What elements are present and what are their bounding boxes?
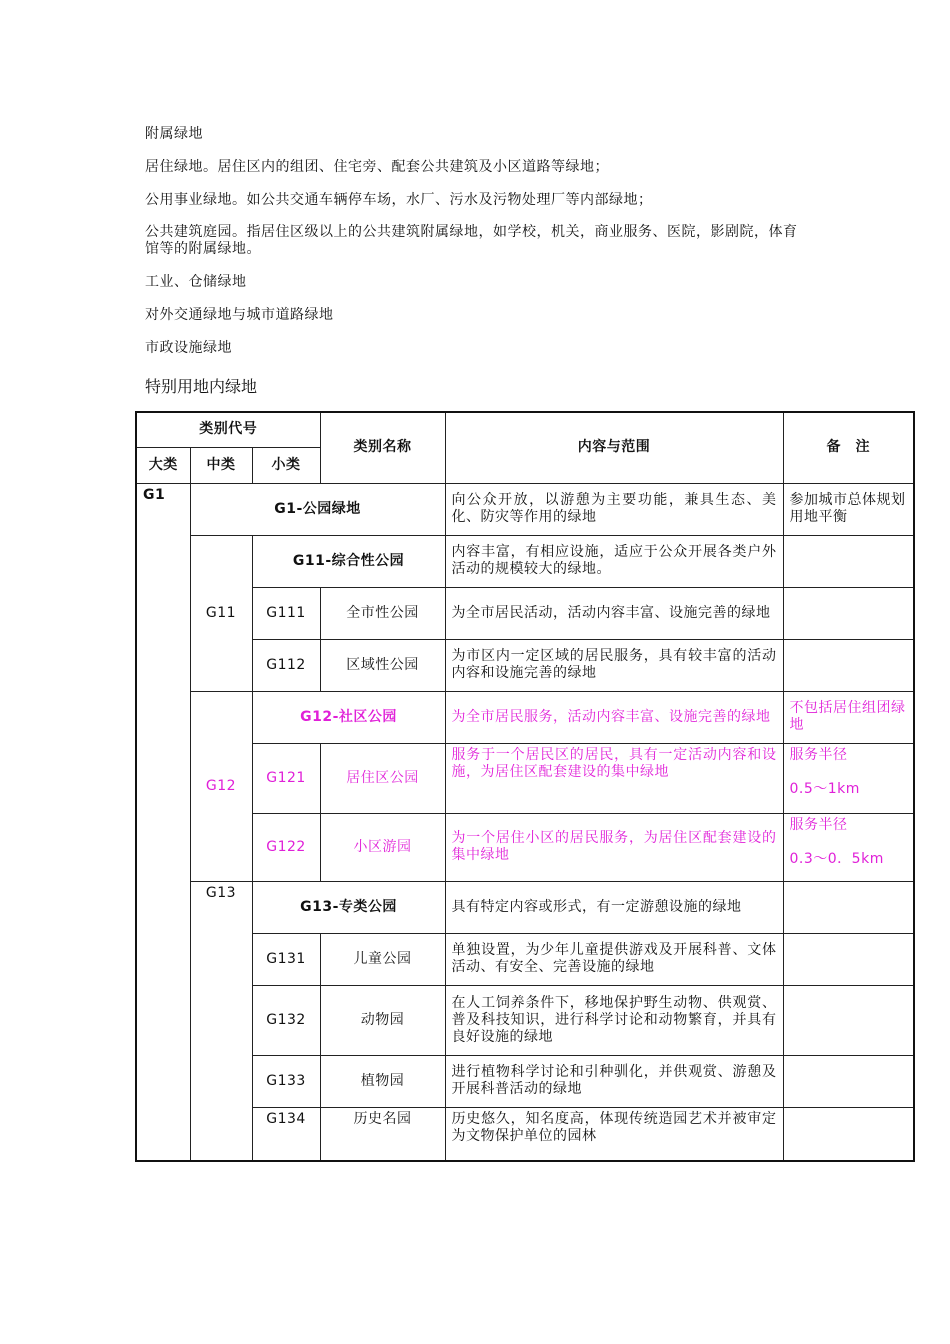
g112-name: 区域性公园 (320, 639, 445, 691)
g121-content: 服务于一个居民区的居民，具有一定活动内容和设施，为居住区配套建设的集中绿地 (445, 743, 783, 813)
g112-content: 为市区内一定区域的居民服务，具有较丰富的活动内容和设施完善的绿地 (445, 639, 783, 691)
table-row (136, 813, 914, 881)
g132-note (783, 985, 914, 1055)
g13-code: G13 (190, 881, 252, 1161)
g12-name: G12-社区公园 (252, 691, 445, 743)
g134-code: G134 (252, 1107, 320, 1161)
table-row (136, 691, 914, 743)
g13-content: 具有特定内容或形式，有一定游憩设施的绿地 (445, 881, 783, 933)
g132-name: 动物园 (320, 985, 445, 1055)
g111-name: 全市性公园 (320, 587, 445, 639)
paragraph-public-building-garden: 公共建筑庭园。指居住区级以上的公共建筑附属绿地，如学校，机关，商业服务、医院，影剧院，体育馆等的附属绿地。 (145, 224, 798, 257)
g131-content: 单独设置，为少年儿童提供游戏及开展科普、文体活动、有安全、完善设施的绿地 (445, 933, 783, 985)
g122-code: G122 (252, 813, 320, 881)
paragraph-utility-green: 公用事业绿地。如公共交通车辆停车场，水厂、污水及污物处理厂等内部绿地； (145, 192, 653, 208)
table-row (136, 535, 914, 587)
section-heading: 特别用地内绿地 (145, 377, 258, 396)
g133-code: G133 (252, 1055, 320, 1107)
paragraph-industrial-green: 工业、仓储绿地 (145, 274, 247, 290)
table-row (136, 881, 914, 933)
g122-note-label: 服务半径 (789, 816, 848, 833)
g121-name: 居住区公园 (320, 743, 445, 813)
g121-note-radius: 0.5～1km (789, 780, 860, 797)
table-row (136, 1107, 914, 1161)
table-row (136, 743, 914, 813)
table-row (136, 483, 914, 535)
g11-name: G11-综合性公园 (252, 535, 445, 587)
g122-note-radius: 0.3～0．5km (789, 850, 884, 867)
g121-note (783, 743, 914, 813)
g112-code: G112 (252, 639, 320, 691)
g11-content: 内容丰富，有相应设施，适应于公众开展各类户外活动的规模较大的绿地。 (445, 535, 783, 587)
g133-note (783, 1055, 914, 1107)
g111-code: G111 (252, 587, 320, 639)
g112-note (783, 639, 914, 691)
g1-name: G1-公园绿地 (190, 483, 445, 535)
header-major-class: 大类 (136, 447, 190, 483)
g122-note (783, 813, 914, 881)
g132-code: G132 (252, 985, 320, 1055)
header-minor-class: 小类 (252, 447, 320, 483)
g131-name: 儿童公园 (320, 933, 445, 985)
header-content-scope: 内容与范围 (445, 412, 783, 483)
g121-note-label: 服务半径 (789, 746, 848, 763)
g134-note (783, 1107, 914, 1161)
table-row (136, 933, 914, 985)
g1-code: G1 (136, 483, 190, 1161)
g111-content: 为全市居民活动，活动内容丰富、设施完善的绿地 (445, 587, 783, 639)
g122-name: 小区游园 (320, 813, 445, 881)
header-category-name: 类别名称 (320, 412, 445, 483)
g13-name: G13-专类公园 (252, 881, 445, 933)
paragraph-road-green: 对外交通绿地与城市道路绿地 (145, 307, 334, 323)
g111-note (783, 587, 914, 639)
header-remarks: 备 注 (783, 412, 914, 483)
g11-note (783, 535, 914, 587)
g134-name: 历史名园 (320, 1107, 445, 1161)
table-row (136, 1055, 914, 1107)
g122-content: 为一个居住小区的居民服务，为居住区配套建设的集中绿地 (445, 813, 783, 881)
header-medium-class: 中类 (190, 447, 252, 483)
g11-code: G11 (190, 535, 252, 691)
paragraph-attached-green: 附属绿地 (145, 126, 203, 142)
g131-code: G131 (252, 933, 320, 985)
table-row (136, 639, 914, 691)
g133-content: 进行植物科学讨论和引种驯化，并供观赏、游憩及开展科普活动的绿地 (445, 1055, 783, 1107)
g121-code: G121 (252, 743, 320, 813)
g12-note: 不包括居住组团绿地 (783, 691, 914, 743)
g131-note (783, 933, 914, 985)
g133-name: 植物园 (320, 1055, 445, 1107)
paragraph-municipal-green: 市政设施绿地 (145, 340, 232, 356)
g12-content: 为全市居民服务，活动内容丰富、设施完善的绿地 (445, 691, 783, 743)
g13-note (783, 881, 914, 933)
table-row (136, 985, 914, 1055)
green-space-classification-table (135, 411, 915, 1162)
table-row (136, 587, 914, 639)
paragraph-residential-green: 居住绿地。居住区内的组团、住宅旁、配套公共建筑及小区道路等绿地； (145, 159, 609, 175)
g1-content: 向公众开放，以游憩为主要功能，兼具生态、美化、防灾等作用的绿地 (445, 483, 783, 535)
g12-code: G12 (190, 691, 252, 881)
g1-note: 参加城市总体规划用地平衡 (783, 483, 914, 535)
header-category-code: 类别代号 (136, 412, 320, 447)
g134-content: 历史悠久，知名度高，体现传统造园艺术并被审定为文物保护单位的园林 (445, 1107, 783, 1161)
g132-content: 在人工饲养条件下，移地保护野生动物、供观赏、普及科技知识，进行科学讨论和动物繁育，并具有良好设施的绿地 (445, 985, 783, 1055)
